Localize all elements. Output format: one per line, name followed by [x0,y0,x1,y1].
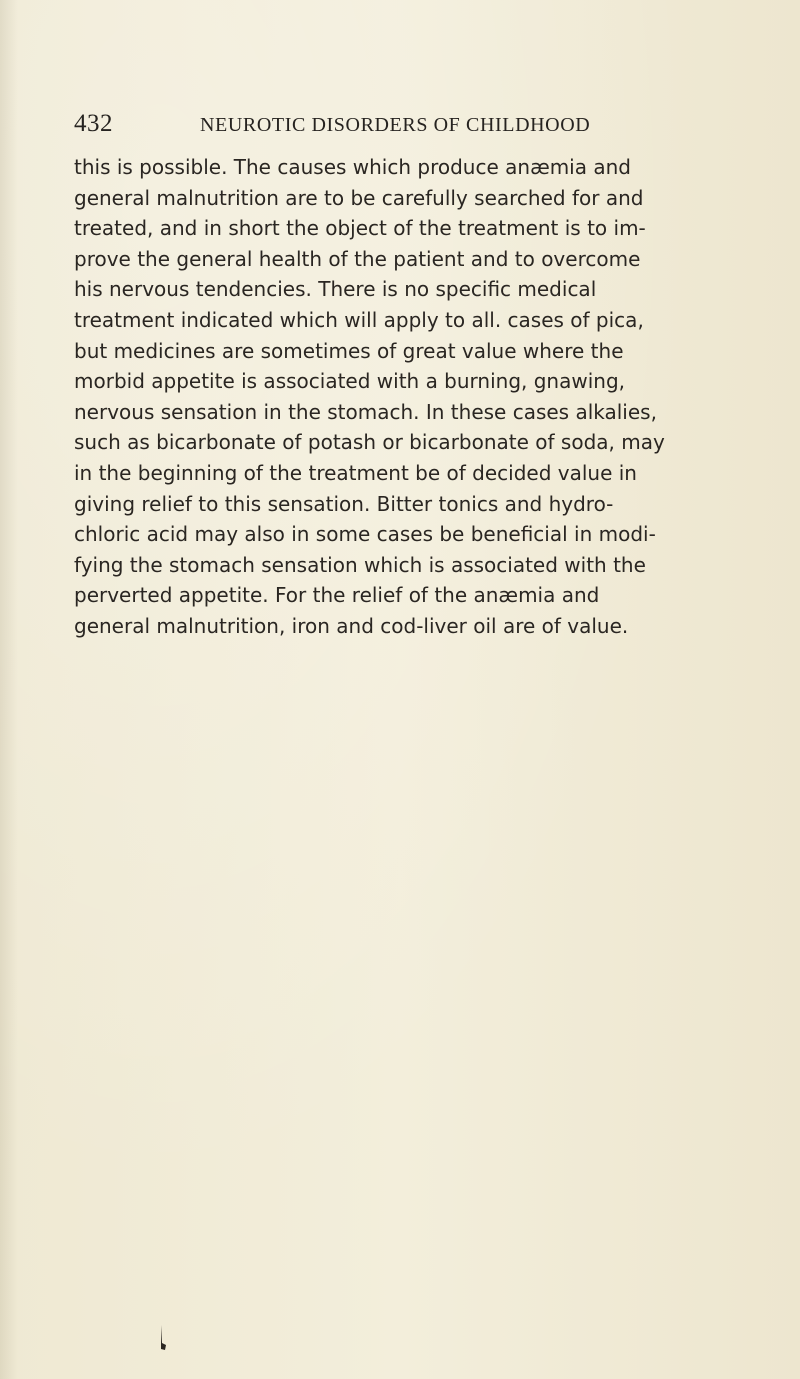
text-line: giving relief to this sensation. Bitter tonics and hydro- [74,491,614,516]
text-line: treated, and in short the object of the treatment is to im- [74,216,646,241]
text-line: in the beginning of the treatment be of decided value in [74,460,637,485]
text-line: this is possible. The causes which produce anæmia and [74,155,631,179]
text-line: nervous sensation in the stomach. In these cases alkalies, [74,399,657,424]
page-number: 432 [74,110,113,137]
body-text [74,152,754,642]
text-line: general malnutrition, iron and cod-liver oil are of value. [74,613,629,638]
text-line: but medicines are sometimes of great value where the [74,338,624,363]
text-line: morbid appetite is associated with a burning, gnawing, [74,369,626,394]
text-line: general malnutrition are to be carefully searched for and [74,185,644,210]
text-line: perverted appetite. For the relief of the anæmia and [74,583,600,608]
text-line: such as bicarbonate of potash or bicarbonate of soda, may [74,430,665,455]
text-line: fying the stomach sensation which is associated with the [74,552,646,577]
ink-mark [160,1325,167,1351]
running-title: NEUROTIC DISORDERS OF CHILDHOOD [200,114,591,136]
page-gutter-shadow [0,0,18,1379]
running-header [74,110,714,142]
text-line: his nervous tendencies. There is no specific medical [74,277,597,302]
text-line: chloric acid may also in some cases be beneficial in modi- [74,522,656,547]
text-line: prove the general health of the patient and to overcome [74,246,641,271]
text-line: treatment indicated which will apply to all. cases of pica, [74,307,644,332]
